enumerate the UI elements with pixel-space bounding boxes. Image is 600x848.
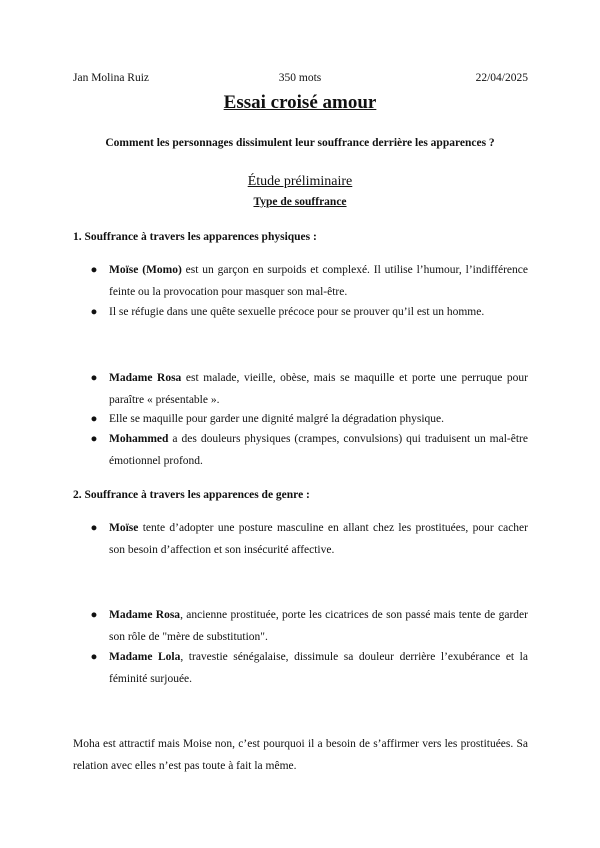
list-item bbox=[88, 301, 528, 323]
bullet-icon: ● bbox=[90, 433, 98, 445]
bullet-icon: ● bbox=[90, 609, 98, 621]
character-name: Moïse bbox=[109, 522, 139, 534]
heading-etude-preliminaire: Étude préliminaire bbox=[247, 174, 353, 189]
bullet-icon: ● bbox=[90, 372, 98, 384]
conclusion-paragraph: Moha est attractif mais Moise non, c’est pourquoi il a besoin de s’affirmer vers les prostituées. Sa relation avec elles n’est pas toute à fait la même. bbox=[73, 738, 528, 772]
list-item-text: est malade, vieille, obèse, mais se maquille et porte une perruque pour paraître « présentable ». bbox=[109, 372, 528, 406]
list-item bbox=[88, 646, 528, 690]
list-item-text: est un garçon en surpoids et complexé. Il utilise l’humour, l’indifférence feinte ou la provocation pour masquer son mal-être. bbox=[109, 264, 528, 298]
bullet-icon: ● bbox=[90, 264, 98, 276]
bullet-icon: ● bbox=[90, 306, 98, 318]
page-title: Essai croisé amour bbox=[223, 92, 377, 113]
character-name: Madame Rosa bbox=[109, 372, 182, 384]
bullet-icon: ● bbox=[90, 651, 98, 663]
list-item bbox=[88, 517, 528, 561]
character-name: Mohammed bbox=[109, 433, 169, 445]
list-item bbox=[88, 604, 528, 648]
list-item bbox=[88, 408, 528, 430]
list-item-text: Elle se maquille pour garder une dignité malgré la dégradation physique. bbox=[109, 413, 444, 425]
bullet-icon: ● bbox=[90, 522, 98, 534]
character-name: Madame Lola bbox=[109, 651, 181, 663]
section-2-heading: 2. Souffrance à travers les apparences de genre : bbox=[73, 489, 310, 501]
list-item bbox=[88, 367, 528, 411]
essay-question: Comment les personnages dissimulent leur souffrance derrière les apparences ? bbox=[105, 137, 495, 149]
list-item-text: Il se réfugie dans une quête sexuelle précoce pour se prouver qu’il est un homme. bbox=[109, 306, 485, 318]
list-item-text: tente d’adopter une posture masculine en allant chez les prostituées, pour cacher son besoin d’affection et son insécurité affective. bbox=[109, 522, 528, 556]
word-count: 350 mots bbox=[278, 72, 322, 84]
list-item-text: , travestie sénégalaise, dissimule sa douleur derrière l’exubérance et la féminité surjouée. bbox=[109, 651, 528, 685]
document-date: 22/04/2025 bbox=[475, 72, 528, 84]
list-item bbox=[88, 428, 528, 472]
heading-type-de-souffrance: Type de souffrance bbox=[253, 196, 347, 208]
list-item-text: a des douleurs physiques (crampes, convulsions) qui traduisent un mal-être émotionnel profond. bbox=[109, 433, 528, 467]
section-1-heading: 1. Souffrance à travers les apparences physiques : bbox=[73, 231, 317, 243]
list-item bbox=[88, 259, 528, 303]
author-name: Jan Molina Ruiz bbox=[73, 72, 150, 84]
bullet-icon: ● bbox=[90, 413, 98, 425]
list-item-text: , ancienne prostituée, porte les cicatrices de son passé mais tente de garder son rôle de "mère de substitution". bbox=[109, 609, 528, 643]
character-name: Madame Rosa bbox=[109, 609, 181, 621]
character-name: Moïse (Momo) bbox=[109, 264, 182, 276]
